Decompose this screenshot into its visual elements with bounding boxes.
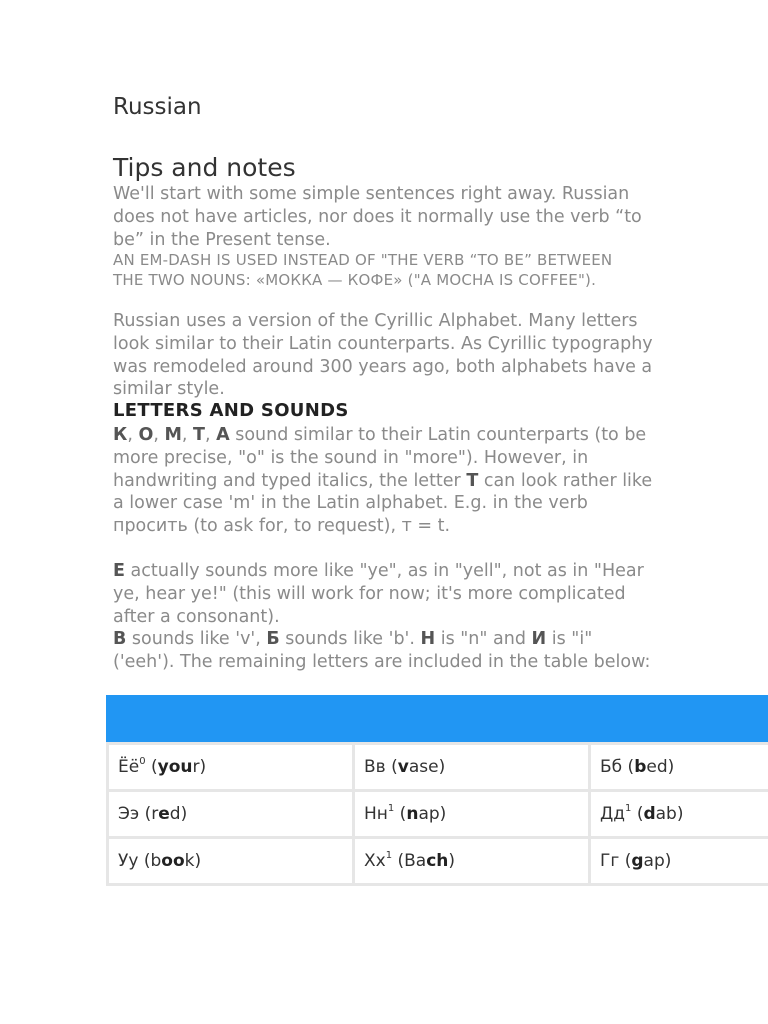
- example-word-end: ap: [418, 804, 440, 824]
- separator: ,: [153, 425, 165, 445]
- letter-cell: $Хх^1$ (Bach): [354, 838, 590, 885]
- cyrillic-letter: Хх: [364, 851, 386, 871]
- letter-t-inline: Т: [466, 470, 479, 491]
- letters-paragraph-2-text: actually sounds more like "ye", as in "yell", not as in "Hear ye, hear ye!" (this will work for now; it's more complicated after a consonant).: [113, 561, 644, 627]
- letters-paragraph-1: [113, 424, 653, 538]
- letter-m: М: [164, 425, 182, 445]
- letters-paragraph-3: [113, 628, 653, 674]
- letters-sounds-heading: LETTERS AND SOUNDS: [113, 400, 349, 421]
- example-word-end: ap: [643, 851, 665, 871]
- table-row: [108, 744, 768, 791]
- letters-paragraph-2: [113, 560, 653, 628]
- example-sound: oo: [161, 851, 185, 871]
- separator: ,: [127, 425, 139, 445]
- example-sound: d: [643, 804, 656, 824]
- text: sounds like 'b'.: [279, 629, 421, 649]
- em-dash-note: AN EM-DASH IS USED INSTEAD OF "THE VERB “TO BE” BETWEEN THE TWO NOUNS: «МОККА — КОФЕ» ("A MOCHA IS COFFEE").: [113, 251, 613, 289]
- example-word-end: d: [169, 804, 181, 824]
- text: sounds like 'v',: [126, 629, 267, 649]
- letter-o: О: [138, 425, 154, 445]
- tips-title: Tips and notes: [113, 153, 296, 182]
- table-row: [108, 791, 768, 838]
- letters-paragraph-1-text-end: can look rather like a lower case 'm' in the Latin alphabet. E.g. in the verb просить (to ask for, to request), т = t.: [113, 470, 653, 537]
- letter-a: А: [216, 425, 230, 445]
- cyrillic-paragraph: Russian uses a version of the Cyrillic Alphabet. Many letters look similar to their Latin counterparts. As Cyrillic typography was remodeled around 300 years ago, both alphabets have a similar style.: [113, 311, 653, 400]
- footnote-marker: 1: [385, 850, 393, 861]
- letter-n: Н: [420, 629, 436, 649]
- example-word-end: ab: [655, 804, 677, 824]
- text: is "n" and: [435, 629, 532, 649]
- footnote-marker: 1: [625, 803, 632, 814]
- example-word-end: ed: [646, 757, 668, 777]
- separator: ,: [204, 425, 217, 445]
- cyrillic-letter: Ёё: [118, 757, 140, 777]
- cyrillic-letter: Гг: [600, 851, 620, 871]
- example-sound: you: [157, 757, 193, 777]
- example-word-end: r: [192, 757, 200, 777]
- letter-cell: Гг (gap): [590, 838, 768, 885]
- example-word-start: r: [151, 804, 159, 824]
- letter-v: В: [113, 629, 127, 649]
- footnote-marker: 0: [139, 756, 146, 767]
- footnote-marker: 1: [387, 803, 395, 814]
- example-sound: v: [397, 757, 409, 777]
- example-sound: e: [158, 804, 170, 824]
- text: is "i" ('eeh'). The remaining letters are included in the table below:: [113, 629, 651, 672]
- letter-i: И: [531, 629, 547, 649]
- letters-table: [106, 695, 768, 886]
- separator: ,: [181, 425, 194, 445]
- letter-k: К: [113, 425, 128, 445]
- letter-t: Т: [193, 425, 205, 445]
- example-sound: g: [631, 851, 644, 871]
- cyrillic-letter: Вв: [364, 757, 386, 777]
- cyrillic-letter: Ээ: [118, 804, 140, 824]
- example-word-start: b: [150, 851, 162, 871]
- letter-cell: $Ёё^0$ (your): [108, 744, 354, 791]
- example-word-end: k: [184, 851, 195, 871]
- cyrillic-letter: Уу: [118, 851, 139, 871]
- letter-cell: Уу (book): [108, 838, 354, 885]
- intro-paragraph: We'll start with some simple sentences right away. Russian does not have articles, nor does it normally use the verb “to be” in the Present tense.: [113, 184, 642, 250]
- cyrillic-letter: Дд: [600, 804, 626, 824]
- letter-cell: Вв (vase): [354, 744, 590, 791]
- letters-table-grid: [106, 742, 768, 886]
- table-row: [108, 838, 768, 885]
- letters-paragraph-1-text: sound similar to their Latin counterparts (to be more precise, "o" is the sound in "more"). However, in handwriting and typed italics, the letter: [113, 425, 647, 491]
- letter-ye: Е: [113, 561, 125, 581]
- table-header-bar: [106, 695, 768, 742]
- example-word-start: Ba: [404, 851, 427, 871]
- example-sound: b: [634, 757, 647, 777]
- letter-cell: $Дд^1$ (dab): [590, 791, 768, 838]
- cyrillic-letter: Бб: [600, 757, 623, 777]
- letter-cell: $Нн^1$ (nap): [354, 791, 590, 838]
- cyrillic-letter: Нн: [364, 804, 388, 824]
- letter-b: Б: [266, 629, 280, 649]
- example-sound: n: [406, 804, 419, 824]
- language-title: Russian: [113, 94, 202, 120]
- example-sound: ch: [426, 851, 449, 871]
- letter-cell: Ээ (red): [108, 791, 354, 838]
- letter-cell: Бб (bed): [590, 744, 768, 791]
- example-word-end: ase: [408, 757, 439, 777]
